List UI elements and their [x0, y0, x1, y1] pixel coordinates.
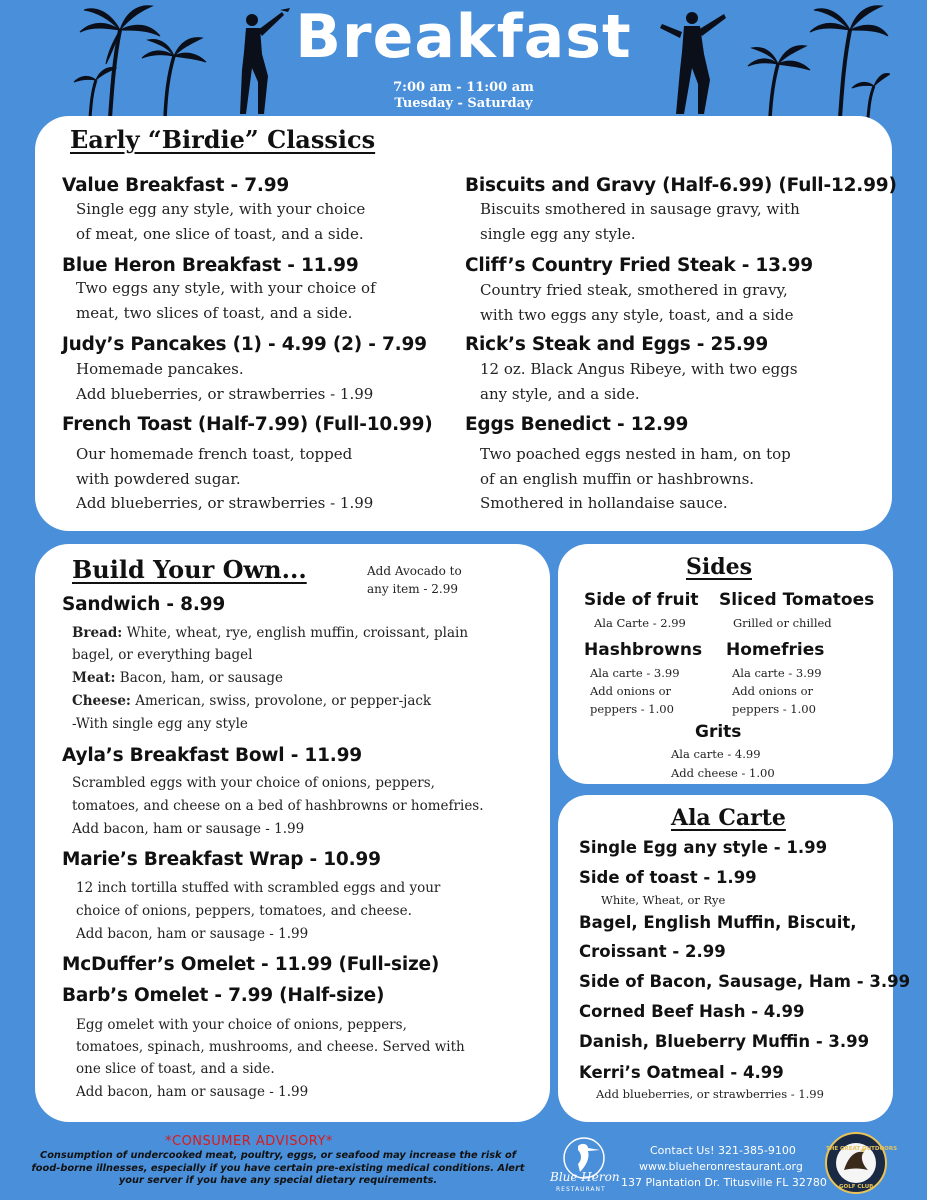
- sandwich-egg: -With single egg any style: [72, 716, 248, 732]
- ala-danish: Danish, Blueberry Muffin - 3.99: [579, 1032, 870, 1051]
- classics-title: Early “Birdie” Classics: [70, 125, 376, 154]
- hashbrowns-detail-1: Ala carte - 3.99: [590, 666, 680, 680]
- contact-phone[interactable]: Contact Us! 321-385-9100: [650, 1144, 796, 1157]
- ala-oatmeal: Kerri’s Oatmeal - 4.99: [579, 1063, 784, 1082]
- days-text: Tuesday - Saturday: [394, 96, 533, 111]
- ala-egg: Single Egg any style - 1.99: [579, 838, 828, 857]
- barb-desc-1: Egg omelet with your choice of onions, peppers,: [76, 1017, 407, 1033]
- ala-carte-title: Ala Carte: [671, 805, 786, 831]
- value-breakfast-desc-1: Single egg any style, with your choice: [76, 200, 366, 218]
- ala-toast-detail: White, Wheat, or Rye: [601, 893, 726, 907]
- wrap-addon: Add bacon, ham or sausage - 1.99: [76, 926, 309, 942]
- meat-options: Bacon, ham, or sausage: [115, 670, 284, 686]
- wrap-name: Marie’s Breakfast Wrap - 10.99: [62, 849, 381, 870]
- sandwich-bread: [72, 622, 468, 645]
- bowl-addon: Add bacon, ham or sausage - 1.99: [72, 821, 305, 837]
- ricks-desc-2: any style, and a side.: [480, 385, 640, 403]
- bread-label: Bread:: [72, 625, 123, 641]
- sandwich-meat: [72, 667, 283, 690]
- advisory-title: *CONSUMER ADVISORY*: [165, 1134, 333, 1149]
- side-homefries-name: Homefries: [726, 640, 825, 660]
- biscuits-name: Biscuits and Gravy (Half-6.99) (Full-12.99): [465, 175, 897, 196]
- grits-detail-1: Ala carte - 4.99: [671, 747, 761, 761]
- avocado-note-2: any item - 2.99: [367, 582, 459, 596]
- pancakes-desc-1: Homemade pancakes.: [76, 360, 244, 378]
- ala-oatmeal-detail: Add blueberries, or strawberries - 1.99: [596, 1087, 824, 1101]
- logo-text: Blue Heron: [550, 1170, 620, 1184]
- bowl-name: Ayla’s Breakfast Bowl - 11.99: [62, 745, 362, 766]
- ala-bacon: Side of Bacon, Sausage, Ham - 3.99: [579, 972, 911, 991]
- blue-heron-desc-1: Two eggs any style, with your choice of: [76, 279, 376, 297]
- blue-heron-desc-2: meat, two slices of toast, and a side.: [76, 304, 353, 322]
- club-sub: GOLF CLUB: [839, 1184, 874, 1190]
- sandwich-name: Sandwich - 8.99: [62, 594, 225, 615]
- cheese-label: Cheese:: [72, 693, 131, 709]
- homefries-detail-3: peppers - 1.00: [732, 702, 816, 716]
- benedict-desc-3: Smothered in hollandaise sauce.: [480, 494, 728, 512]
- meat-label: Meat:: [72, 670, 116, 686]
- side-grits-name: Grits: [695, 722, 742, 742]
- sides-title: Sides: [686, 554, 753, 580]
- avocado-note-1: Add Avocado to: [367, 564, 462, 578]
- side-tomatoes-name: Sliced Tomatoes: [719, 590, 875, 610]
- sandwich-bread-2: bagel, or everything bagel: [72, 647, 253, 663]
- biscuits-desc-2: single egg any style.: [480, 225, 636, 243]
- bread-options: White, wheat, rye, english muffin, croissant, plain: [122, 625, 469, 641]
- advisory-text: Consumption of undercooked meat, poultry, eggs, or seafood may increase the risk of food-borne illnesses, especially if you have certain pre-existing medical conditions. Alert your server if you have any special dietary requirements.: [31, 1150, 525, 1186]
- contact-website[interactable]: www.blueheronrestaurant.org: [639, 1160, 803, 1173]
- hashbrowns-detail-2: Add onions or: [590, 684, 671, 698]
- ala-toast: Side of toast - 1.99: [579, 868, 757, 887]
- ala-hash: Corned Beef Hash - 4.99: [579, 1002, 805, 1021]
- cliffs-desc-2: with two eggs any style, toast, and a side: [480, 306, 794, 324]
- ala-bagel-2: Croissant - 2.99: [579, 942, 726, 961]
- build-title: Build Your Own...: [72, 555, 307, 584]
- homefries-detail-2: Add onions or: [732, 684, 813, 698]
- value-breakfast-desc-2: of meat, one slice of toast, and a side.: [76, 225, 364, 243]
- logo-sub: RESTAURANT: [556, 1186, 606, 1193]
- barb-addon: Add bacon, ham or sausage - 1.99: [76, 1084, 309, 1100]
- ricks-name: Rick’s Steak and Eggs - 25.99: [465, 334, 769, 355]
- barb-desc-2: tomatoes, spinach, mushrooms, and cheese. Served with: [76, 1039, 465, 1055]
- side-hashbrowns-name: Hashbrowns: [584, 640, 703, 660]
- barb-desc-3: one slice of toast, and a side.: [76, 1061, 275, 1077]
- grits-detail-2: Add cheese - 1.00: [671, 766, 775, 780]
- hashbrowns-detail-3: peppers - 1.00: [590, 702, 674, 716]
- bowl-desc-2: tomatoes, and cheese on a bed of hashbrowns or homefries.: [72, 798, 484, 814]
- side-fruit-name: Side of fruit: [584, 590, 699, 610]
- value-breakfast-name: Value Breakfast - 7.99: [62, 175, 290, 196]
- page-title: Breakfast: [295, 2, 632, 72]
- french-toast-name: French Toast (Half-7.99) (Full-10.99): [62, 414, 433, 435]
- french-toast-desc-1: Our homemade french toast, topped: [76, 445, 353, 463]
- homefries-detail-1: Ala carte - 3.99: [732, 666, 822, 680]
- cheese-options: American, swiss, provolone, or pepper-jack: [130, 693, 432, 709]
- wrap-desc-2: choice of onions, peppers, tomatoes, and cheese.: [76, 903, 412, 919]
- pancakes-addon: Add blueberries, or strawberries - 1.99: [76, 385, 374, 403]
- sandwich-cheese: [72, 690, 431, 713]
- bowl-desc-1: Scrambled eggs with your choice of onions, peppers,: [72, 775, 435, 791]
- benedict-desc-1: Two poached eggs nested in ham, on top: [480, 445, 791, 463]
- side-tomatoes-detail: Grilled or chilled: [733, 616, 832, 630]
- hours-text: 7:00 am - 11:00 am: [393, 80, 534, 95]
- benedict-desc-2: of an english muffin or hashbrowns.: [480, 470, 755, 488]
- french-toast-addon: Add blueberries, or strawberries - 1.99: [76, 494, 374, 512]
- ala-bagel-1: Bagel, English Muffin, Biscuit,: [579, 913, 857, 932]
- pancakes-name: Judy’s Pancakes (1) - 4.99 (2) - 7.99: [62, 334, 427, 355]
- french-toast-desc-2: with powdered sugar.: [76, 470, 241, 488]
- benedict-name: Eggs Benedict - 12.99: [465, 414, 689, 435]
- blue-heron-name: Blue Heron Breakfast - 11.99: [62, 255, 359, 276]
- mcduffer-name: McDuffer’s Omelet - 11.99 (Full-size): [62, 954, 440, 975]
- contact-address: 137 Plantation Dr. Titusville FL 32780: [621, 1176, 827, 1189]
- ricks-desc-1: 12 oz. Black Angus Ribeye, with two eggs: [480, 360, 798, 378]
- side-fruit-detail: Ala Carte - 2.99: [594, 616, 686, 630]
- cliffs-name: Cliff’s Country Fried Steak - 13.99: [465, 255, 813, 276]
- barb-name: Barb’s Omelet - 7.99 (Half-size): [62, 985, 385, 1006]
- biscuits-desc-1: Biscuits smothered in sausage gravy, with: [480, 200, 800, 218]
- club-text: THE GREAT OUTDOORS: [826, 1146, 898, 1152]
- wrap-desc-1: 12 inch tortilla stuffed with scrambled eggs and your: [76, 880, 441, 896]
- cliffs-desc-1: Country fried steak, smothered in gravy,: [480, 281, 788, 299]
